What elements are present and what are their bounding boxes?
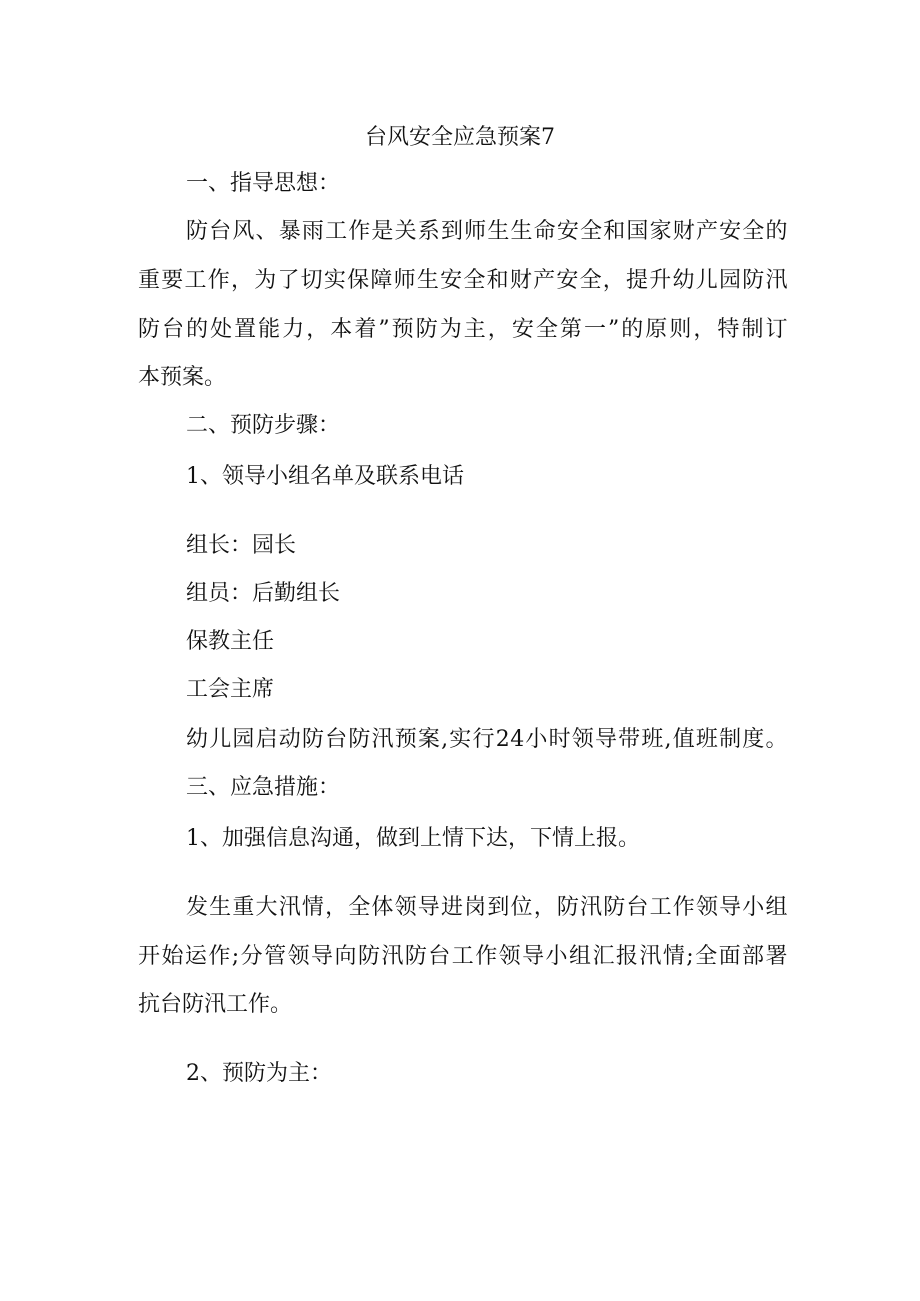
section3-heading: 三、应急措施： [186,775,341,800]
duty-statement: 幼儿园启动防台防汛预案,实行24小时领导带班,值班制度。 [186,727,788,752]
member-entry: 工会主席 [186,677,275,702]
section3-item2: 2、预防为主： [186,1061,332,1086]
paragraph-line: 本预案。 [138,365,227,390]
paragraph-line: 抗台防汛工作。 [138,992,293,1017]
member-entry: 组员：后勤组长 [186,581,341,606]
paragraph-line: 重要工作，为了切实保障师生安全和财产安全，提升幼儿园防汛 [138,268,788,293]
paragraph-line: 发生重大汛情，全体领导进岗到位，防汛防台工作领导小组 [186,895,788,920]
member-entry: 保教主任 [186,629,275,654]
section1-heading: 一、指导思想： [186,171,341,196]
section2-item1: 1、领导小组名单及联系电话 [186,464,464,489]
leader-entry: 组长：园长 [186,533,297,558]
paragraph-line: 防台的处置能力，本着”预防为主，安全第一”的原则，特制订 [138,317,788,342]
section3-item1: 1、加强信息沟通，做到上情下达，下情上报。 [186,826,640,851]
paragraph-line: 开始运作;分管领导向防汛防台工作领导小组汇报汛情;全面部署 [138,944,788,969]
document-title: 台风安全应急预案7 [365,125,555,150]
paragraph-line: 防台风、暴雨工作是关系到师生生命安全和国家财产安全的 [186,219,788,244]
section2-heading: 二、预防步骤： [186,413,341,438]
